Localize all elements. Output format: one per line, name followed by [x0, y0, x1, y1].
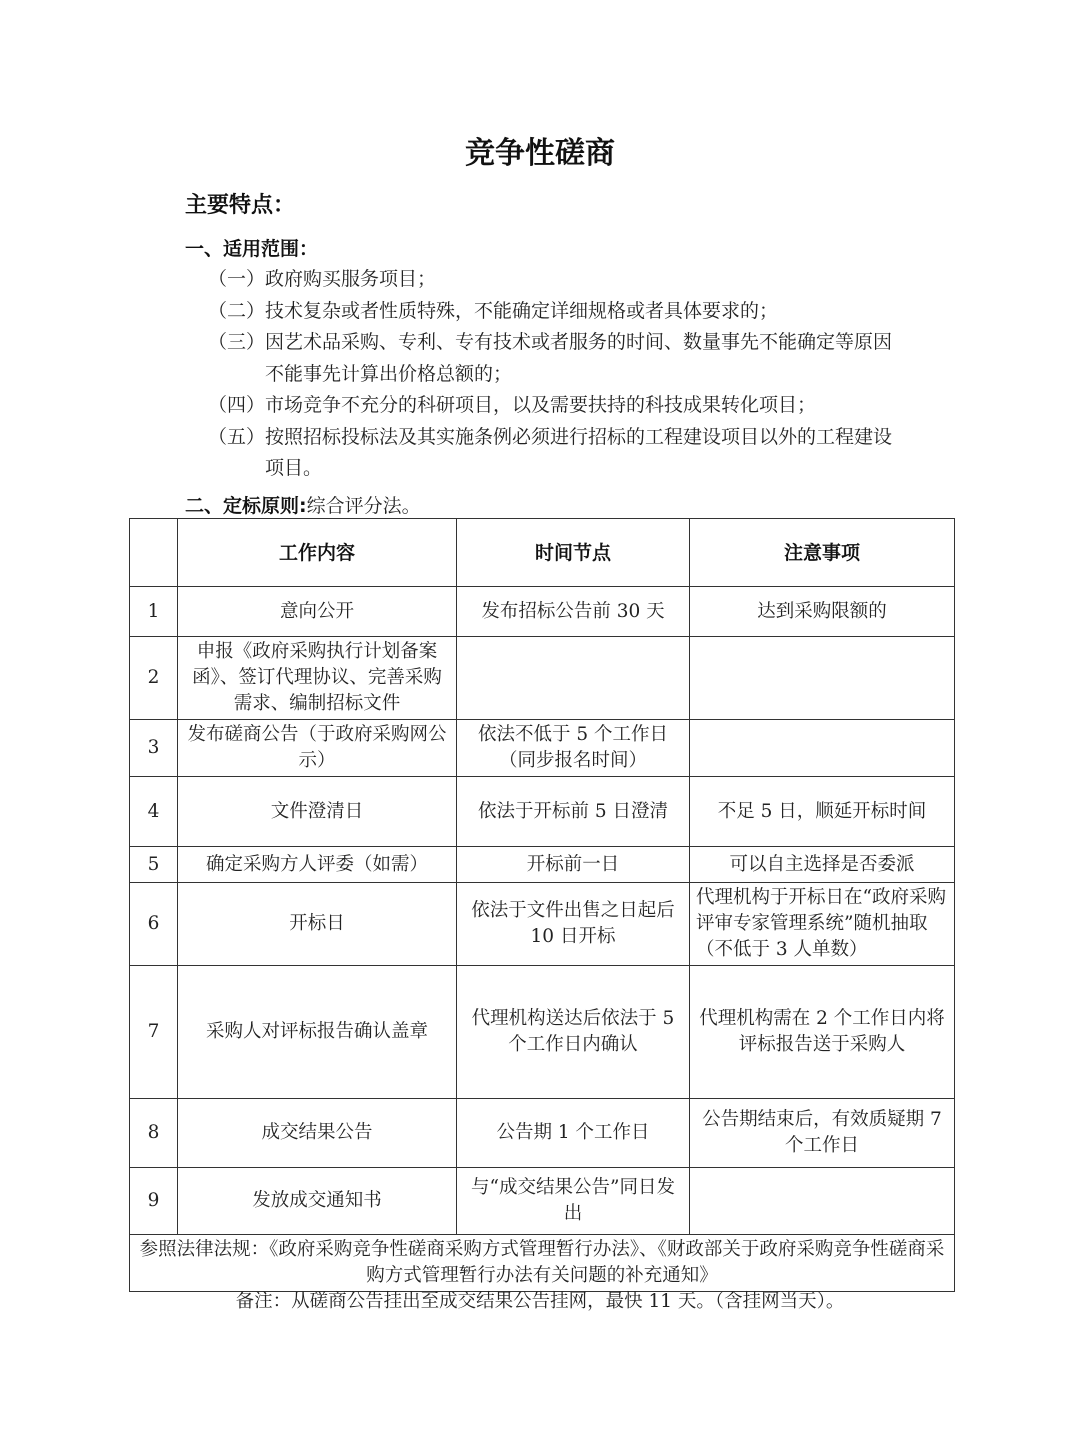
note-cell: 公告期结束后，有效质疑期 7 个工作日 [690, 1099, 955, 1168]
time-cell: 依法于文件出售之日起后 10 日开标 [457, 883, 690, 966]
note-cell: 代理机构于开标日在“政府采购评审专家管理系统”随机抽取（不低于 3 人单数） [690, 883, 955, 966]
item-number: （三） [208, 331, 266, 353]
main-heading: 主要特点： [185, 193, 296, 218]
header-time: 时间节点 [457, 519, 690, 587]
time-cell: 依法于开标前 5 日澄清 [457, 777, 690, 847]
table-row [130, 1168, 955, 1235]
note-cell: 不足 5 日，顺延开标时间 [690, 777, 955, 847]
row-number: 9 [130, 1168, 178, 1235]
item-number: （四） [208, 394, 266, 416]
header-note: 注意事项 [690, 519, 955, 587]
table-row [130, 777, 955, 847]
list-item [208, 327, 908, 390]
list-item [208, 264, 908, 296]
list-item [208, 390, 908, 422]
row-number: 5 [130, 847, 178, 883]
table-row [130, 883, 955, 966]
note-cell [690, 637, 955, 720]
note-cell [690, 1168, 955, 1235]
item-text: 政府购买服务项目； [265, 268, 437, 290]
note-cell: 代理机构需在 2 个工作日内将评标报告送于采购人 [690, 966, 955, 1099]
note-cell: 达到采购限额的 [690, 587, 955, 637]
table-row [130, 847, 955, 883]
remark-note: 备注：从磋商公告挂出至成交结果公告挂网，最快 11 天。（含挂网当天）。 [235, 1291, 845, 1312]
table-row [130, 637, 955, 720]
row-number: 6 [130, 883, 178, 966]
work-cell: 成交结果公告 [178, 1099, 457, 1168]
row-number: 8 [130, 1099, 178, 1168]
time-cell: 与“成交结果公告”同日发出 [457, 1168, 690, 1235]
work-cell: 申报《政府采购执行计划备案函》、签订代理协议、完善采购需求、编制招标文件 [178, 637, 457, 720]
item-text: 技术复杂或者性质特殊，不能确定详细规格或者具体要求的； [265, 299, 779, 322]
table-row [130, 720, 955, 777]
table-header-row [130, 519, 955, 587]
reference-cell: 参照法律法规：《政府采购竞争性磋商采购方式管理暂行办法》、《财政部关于政府采购竞争性磋商采购方式管理暂行办法有关问题的补充通知》 [130, 1235, 955, 1292]
item-number: （五） [208, 425, 266, 448]
time-cell: 开标前一日 [457, 847, 690, 883]
table-row [130, 587, 955, 637]
work-cell: 意向公开 [178, 587, 457, 637]
time-cell: 代理机构送达后依法于 5 个工作日内确认 [457, 966, 690, 1099]
table-row [130, 966, 955, 1099]
item-text: 市场竞争不充分的科研项目，以及需要扶持的科技成果转化项目； [265, 394, 817, 416]
page-title: 竞争性磋商 [465, 136, 615, 171]
row-number: 2 [130, 637, 178, 720]
scope-list [208, 264, 908, 485]
row-number: 3 [130, 720, 178, 777]
work-cell: 采购人对评标报告确认盖章 [178, 966, 457, 1099]
time-cell: 公告期 1 个工作日 [457, 1099, 690, 1168]
section2-value: 综合评分法。 [306, 495, 421, 517]
time-cell: 依法不低于 5 个工作日（同步报名时间） [457, 720, 690, 777]
time-cell [457, 637, 690, 720]
list-item [208, 422, 908, 485]
work-cell: 确定采购方人评委（如需） [178, 847, 457, 883]
item-text: 按照招标投标法及其实施条例必须进行招标的工程建设项目以外的工程建设项目。 [265, 425, 893, 479]
work-cell: 发布磋商公告（于政府采购网公示） [178, 720, 457, 777]
row-number: 1 [130, 587, 178, 637]
row-number: 4 [130, 777, 178, 847]
work-cell: 发放成交通知书 [178, 1168, 457, 1235]
item-text: 因艺术品采购、专利、专有技术或者服务的时间、数量事先不能确定等原因不能事先计算出价格总额的； [265, 331, 893, 385]
section2-label: 二、定标原则: [185, 495, 307, 517]
process-table [129, 518, 955, 1292]
row-number: 7 [130, 966, 178, 1099]
section1-heading: 一、适用范围： [185, 238, 319, 260]
work-cell: 开标日 [178, 883, 457, 966]
note-cell: 可以自主选择是否委派 [690, 847, 955, 883]
section2-heading [185, 491, 421, 518]
header-work: 工作内容 [178, 519, 457, 587]
item-number: （一） [208, 268, 266, 290]
list-item [208, 296, 908, 328]
item-number: （二） [208, 299, 266, 322]
reference-row [130, 1235, 955, 1292]
table-row [130, 1099, 955, 1168]
note-cell [690, 720, 955, 777]
work-cell: 文件澄清日 [178, 777, 457, 847]
header-index [130, 519, 178, 587]
time-cell: 发布招标公告前 30 天 [457, 587, 690, 637]
